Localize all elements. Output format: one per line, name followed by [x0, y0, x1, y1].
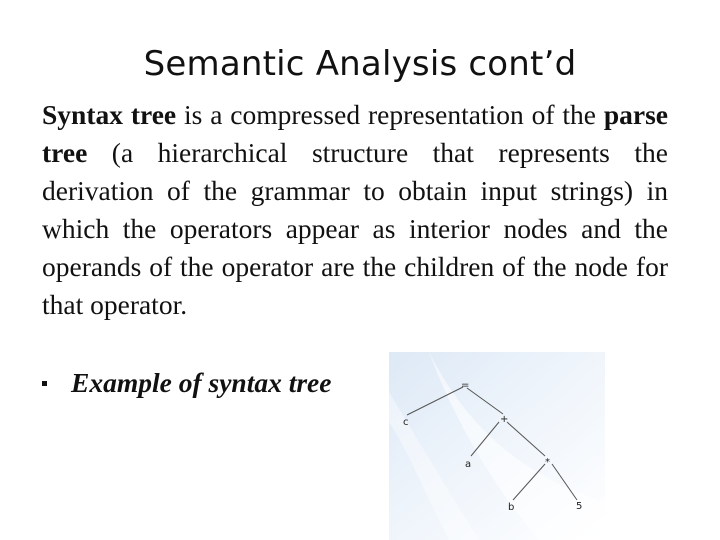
- slide-title: Semantic Analysis cont’d: [143, 44, 577, 84]
- node-a: a: [465, 459, 472, 470]
- example-bullet: [42, 364, 331, 402]
- node-5: 5: [576, 501, 583, 512]
- node-c: c: [403, 417, 409, 428]
- definition-paragraph: [42, 96, 668, 324]
- bullet-square-icon: [42, 381, 47, 386]
- node-b: b: [508, 502, 515, 513]
- paragraph-text-1: is a compressed representation of the: [176, 99, 604, 130]
- term-parse-tree: parse tree: [42, 99, 668, 168]
- syntax-tree-diagram: [389, 352, 605, 540]
- node-star: *: [545, 457, 550, 468]
- example-bullet-text: Example of syntax tree: [71, 367, 332, 398]
- syntax-tree-svg: [389, 352, 605, 540]
- paragraph-text-2: (a hierarchical structure that represents the derivation of the grammar to obtain input strings) in which the operators appear as interior nodes and the operands of the operator are the children of the node for that operator.: [42, 137, 668, 320]
- node-plus: +: [500, 414, 509, 425]
- term-syntax-tree: Syntax tree: [42, 99, 177, 130]
- node-root-equals: =: [461, 380, 470, 391]
